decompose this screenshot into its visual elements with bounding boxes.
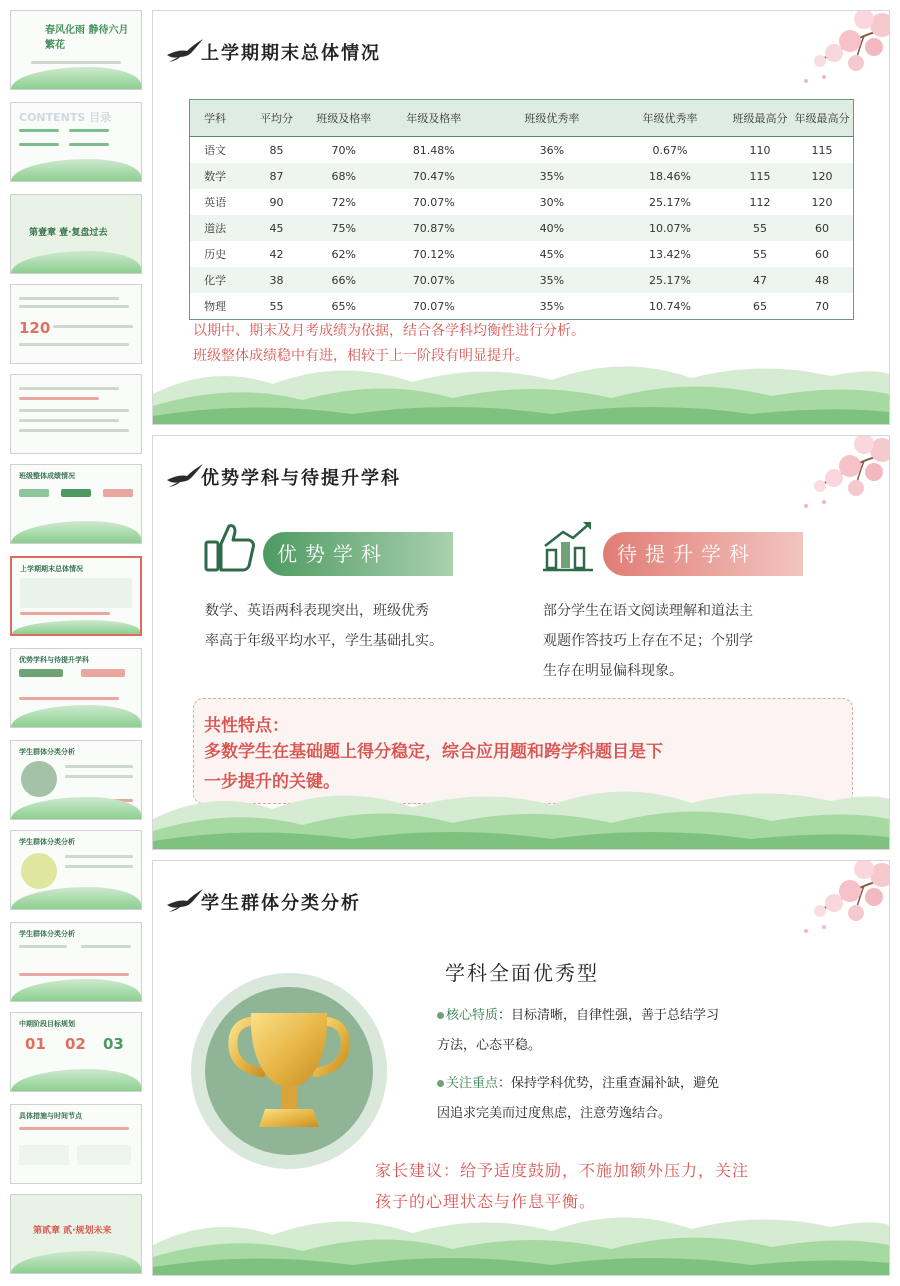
table-cell: 36% <box>539 143 565 157</box>
table-cell: 112 <box>749 195 771 209</box>
subject-cell: 英语 <box>204 196 227 209</box>
thumb-number: 120 <box>19 319 51 337</box>
table-cell: 70.07% <box>412 299 455 313</box>
table-cell: 45 <box>269 221 284 235</box>
common-traits-title: 共性特点： <box>204 716 289 736</box>
focus-trait <box>437 1069 817 1129</box>
trophy-icon <box>205 987 373 1155</box>
advantage-banner: 优势学科 <box>263 532 453 576</box>
table-cell: 60 <box>815 247 829 261</box>
subject-cell: 道法 <box>204 222 227 235</box>
table-cell: 35% <box>539 169 565 183</box>
group-type-title: 学科全面优秀型 <box>445 961 599 985</box>
thumb-title: 具体措施与时间节点 <box>19 1112 82 1120</box>
table-cell: 47 <box>753 273 767 287</box>
table-cell: 120 <box>811 195 833 209</box>
note-line: 以期中、期末及月考成绩为依据，结合各学科均衡性进行分析。 <box>193 323 585 339</box>
slide-thumbnail-panel <box>0 0 150 1286</box>
table-row <box>190 189 854 215</box>
table-cell: 70.47% <box>412 169 455 183</box>
slide-thumb-1[interactable] <box>10 10 142 90</box>
table-cell: 68% <box>331 169 356 183</box>
slide-title: 优势学科与待提升学科 <box>201 468 401 489</box>
text-line: 率高于年级平均水平，学生基础扎实。 <box>205 633 443 649</box>
landscape-decoration <box>153 1205 889 1275</box>
column-header: 年级最高分 <box>791 100 854 137</box>
slide-thumb-6[interactable] <box>10 464 142 544</box>
cherry-blossom-decoration <box>794 11 889 91</box>
note-line: 班级整体成绩稳中有进，相较于上一阶段有明显提升。 <box>193 348 529 364</box>
column-header: 班级及格率 <box>313 100 375 137</box>
table-row <box>190 241 854 267</box>
slide-term-overview[interactable] <box>152 10 890 425</box>
thumb-title: 学生群体分类分析 <box>19 748 75 756</box>
table-cell: 72% <box>331 195 356 209</box>
bullet-icon <box>437 1012 444 1019</box>
table-cell: 55 <box>753 247 767 261</box>
landscape-decoration <box>153 779 889 849</box>
trait-text: ：保持学科优势，注重查漏补缺，避免 <box>498 1076 720 1091</box>
slide-thumb-10[interactable] <box>10 830 142 910</box>
slide-thumb-3[interactable] <box>10 194 142 274</box>
table-cell: 25.17% <box>648 195 691 209</box>
thumb-title: 春风化雨 静待六月繁花 <box>45 25 129 51</box>
table-cell: 0.67% <box>652 143 688 157</box>
thumb-title: 上学期期末总体情况 <box>20 565 83 573</box>
table-cell: 13.42% <box>648 247 691 261</box>
slide-thumb-4[interactable] <box>10 284 142 364</box>
thumb-title: 班级整体成绩情况 <box>19 472 75 480</box>
table-cell: 42 <box>269 247 284 261</box>
table-cell: 35% <box>539 299 565 313</box>
table-row <box>190 163 854 189</box>
trophy-badge <box>191 973 387 1169</box>
thumb-title: 优势学科与待提升学科 <box>19 656 89 664</box>
column-header: 班级优秀率 <box>493 100 611 137</box>
trait-label: 核心特质 <box>446 1008 499 1023</box>
table-cell: 25.17% <box>648 273 691 287</box>
slide-thumb-5[interactable] <box>10 374 142 454</box>
thumb-title: 学生群体分类分析 <box>19 838 75 846</box>
improve-banner: 待提升学科 <box>603 532 803 576</box>
trait-label: 关注重点 <box>446 1076 499 1091</box>
text-line: 生存在明显偏科现象。 <box>543 663 683 679</box>
table-cell: 55 <box>269 299 284 313</box>
core-trait <box>437 1001 817 1061</box>
table-cell: 10.74% <box>648 299 691 313</box>
table-cell: 62% <box>331 247 356 261</box>
trait-text: 因追求完美而过度焦虑，注意劳逸结合。 <box>437 1106 672 1121</box>
table-cell: 18.46% <box>648 169 691 183</box>
slide-thumb-9[interactable] <box>10 740 142 820</box>
swallow-icon <box>165 35 205 63</box>
table-cell: 40% <box>539 221 565 235</box>
column-header: 班级最高分 <box>729 100 791 137</box>
table-cell: 115 <box>749 169 771 183</box>
table-cell: 30% <box>539 195 565 209</box>
improve-description <box>543 596 863 686</box>
text-line: 观题作答技巧上存在不足；个别学 <box>543 633 753 649</box>
table-cell: 60 <box>815 221 829 235</box>
slide-thumb-2[interactable] <box>10 102 142 182</box>
growth-chart-icon <box>541 520 595 574</box>
landscape-decoration <box>153 354 889 424</box>
table-cell: 85 <box>269 143 284 157</box>
table-cell: 87 <box>269 169 284 183</box>
table-cell: 55 <box>753 221 767 235</box>
table-row <box>190 267 854 293</box>
advantage-description <box>205 596 525 656</box>
subject-cell: 化学 <box>204 274 227 287</box>
bullet-icon <box>437 1080 444 1087</box>
table-cell: 70% <box>331 143 356 157</box>
column-header: 年级优秀率 <box>611 100 729 137</box>
swallow-icon <box>165 460 205 488</box>
text-line: 一步提升的关键。 <box>204 772 340 792</box>
table-cell: 70.87% <box>412 221 455 235</box>
slide-student-groups[interactable] <box>152 860 890 1276</box>
table-cell: 65% <box>331 299 356 313</box>
slide-thumb-13[interactable] <box>10 1104 142 1184</box>
table-cell: 75% <box>331 221 356 235</box>
subject-cell: 数学 <box>204 170 227 183</box>
table-cell: 70.07% <box>412 195 455 209</box>
cherry-blossom-decoration <box>794 436 889 516</box>
column-header: 年级及格率 <box>375 100 493 137</box>
table-cell: 45% <box>539 247 565 261</box>
thumb-title: 中期阶段目标规划 <box>19 1020 75 1028</box>
text-line: 部分学生在语文阅读理解和道法主 <box>543 603 753 619</box>
table-row <box>190 215 854 241</box>
subject-cell: 语文 <box>204 144 227 157</box>
swallow-icon <box>165 885 205 913</box>
grades-table <box>189 99 854 320</box>
advice-line: 孩子的心理状态与作息平衡。 <box>375 1192 597 1211</box>
table-cell: 35% <box>539 273 565 287</box>
table-cell: 90 <box>269 195 284 209</box>
column-header: 平均分 <box>240 100 313 137</box>
slide-thumb-11[interactable] <box>10 922 142 1002</box>
slide-thumb-12[interactable]: 中期阶段目标规划 01 02 03 <box>10 1012 142 1092</box>
slide-thumb-14[interactable] <box>10 1194 142 1274</box>
thumb-title: 第壹章 壹·复盘过去 <box>29 228 108 238</box>
subject-cell: 历史 <box>204 248 227 261</box>
table-cell: 38 <box>269 273 284 287</box>
thumbs-up-icon <box>203 520 257 574</box>
table-row <box>190 137 854 164</box>
table-cell: 120 <box>811 169 833 183</box>
table-cell: 115 <box>811 143 833 157</box>
thumb-title: 第贰章 贰·规划未来 <box>33 1226 112 1236</box>
table-cell: 48 <box>815 273 829 287</box>
slide-subject-strengths[interactable] <box>152 435 890 850</box>
text-line: 多数学生在基础题上得分稳定，综合应用题和跨学科题目是下 <box>204 742 663 762</box>
table-cell: 66% <box>331 273 356 287</box>
table-cell: 70 <box>815 299 829 313</box>
table-cell: 65 <box>753 299 767 313</box>
table-cell: 10.07% <box>648 221 691 235</box>
slide-thumb-7[interactable] <box>10 556 142 636</box>
table-row <box>190 293 854 320</box>
advice-line: 家长建议：给予适度鼓励，不施加额外压力，关注 <box>375 1161 750 1180</box>
trait-text: 方法，心态平稳。 <box>437 1038 542 1053</box>
subject-cell: 物理 <box>204 300 227 313</box>
column-header: 学科 <box>190 100 241 137</box>
table-cell: 70.12% <box>412 247 455 261</box>
table-cell: 110 <box>749 143 771 157</box>
table-header-row <box>190 100 854 137</box>
text-line: 数学、英语两科表现突出，班级优秀 <box>205 603 429 619</box>
slide-title: 学生群体分类分析 <box>201 893 361 914</box>
slide-thumb-8[interactable] <box>10 648 142 728</box>
cherry-blossom-decoration <box>794 861 889 941</box>
thumb-title: 学生群体分类分析 <box>19 930 75 938</box>
table-cell: 81.48% <box>412 143 455 157</box>
thumb-title: CONTENTS 目录 <box>19 111 112 124</box>
slide-title: 上学期期末总体情况 <box>201 43 381 64</box>
table-cell: 70.07% <box>412 273 455 287</box>
trait-text: ：目标清晰，自律性强，善于总结学习 <box>498 1008 720 1023</box>
